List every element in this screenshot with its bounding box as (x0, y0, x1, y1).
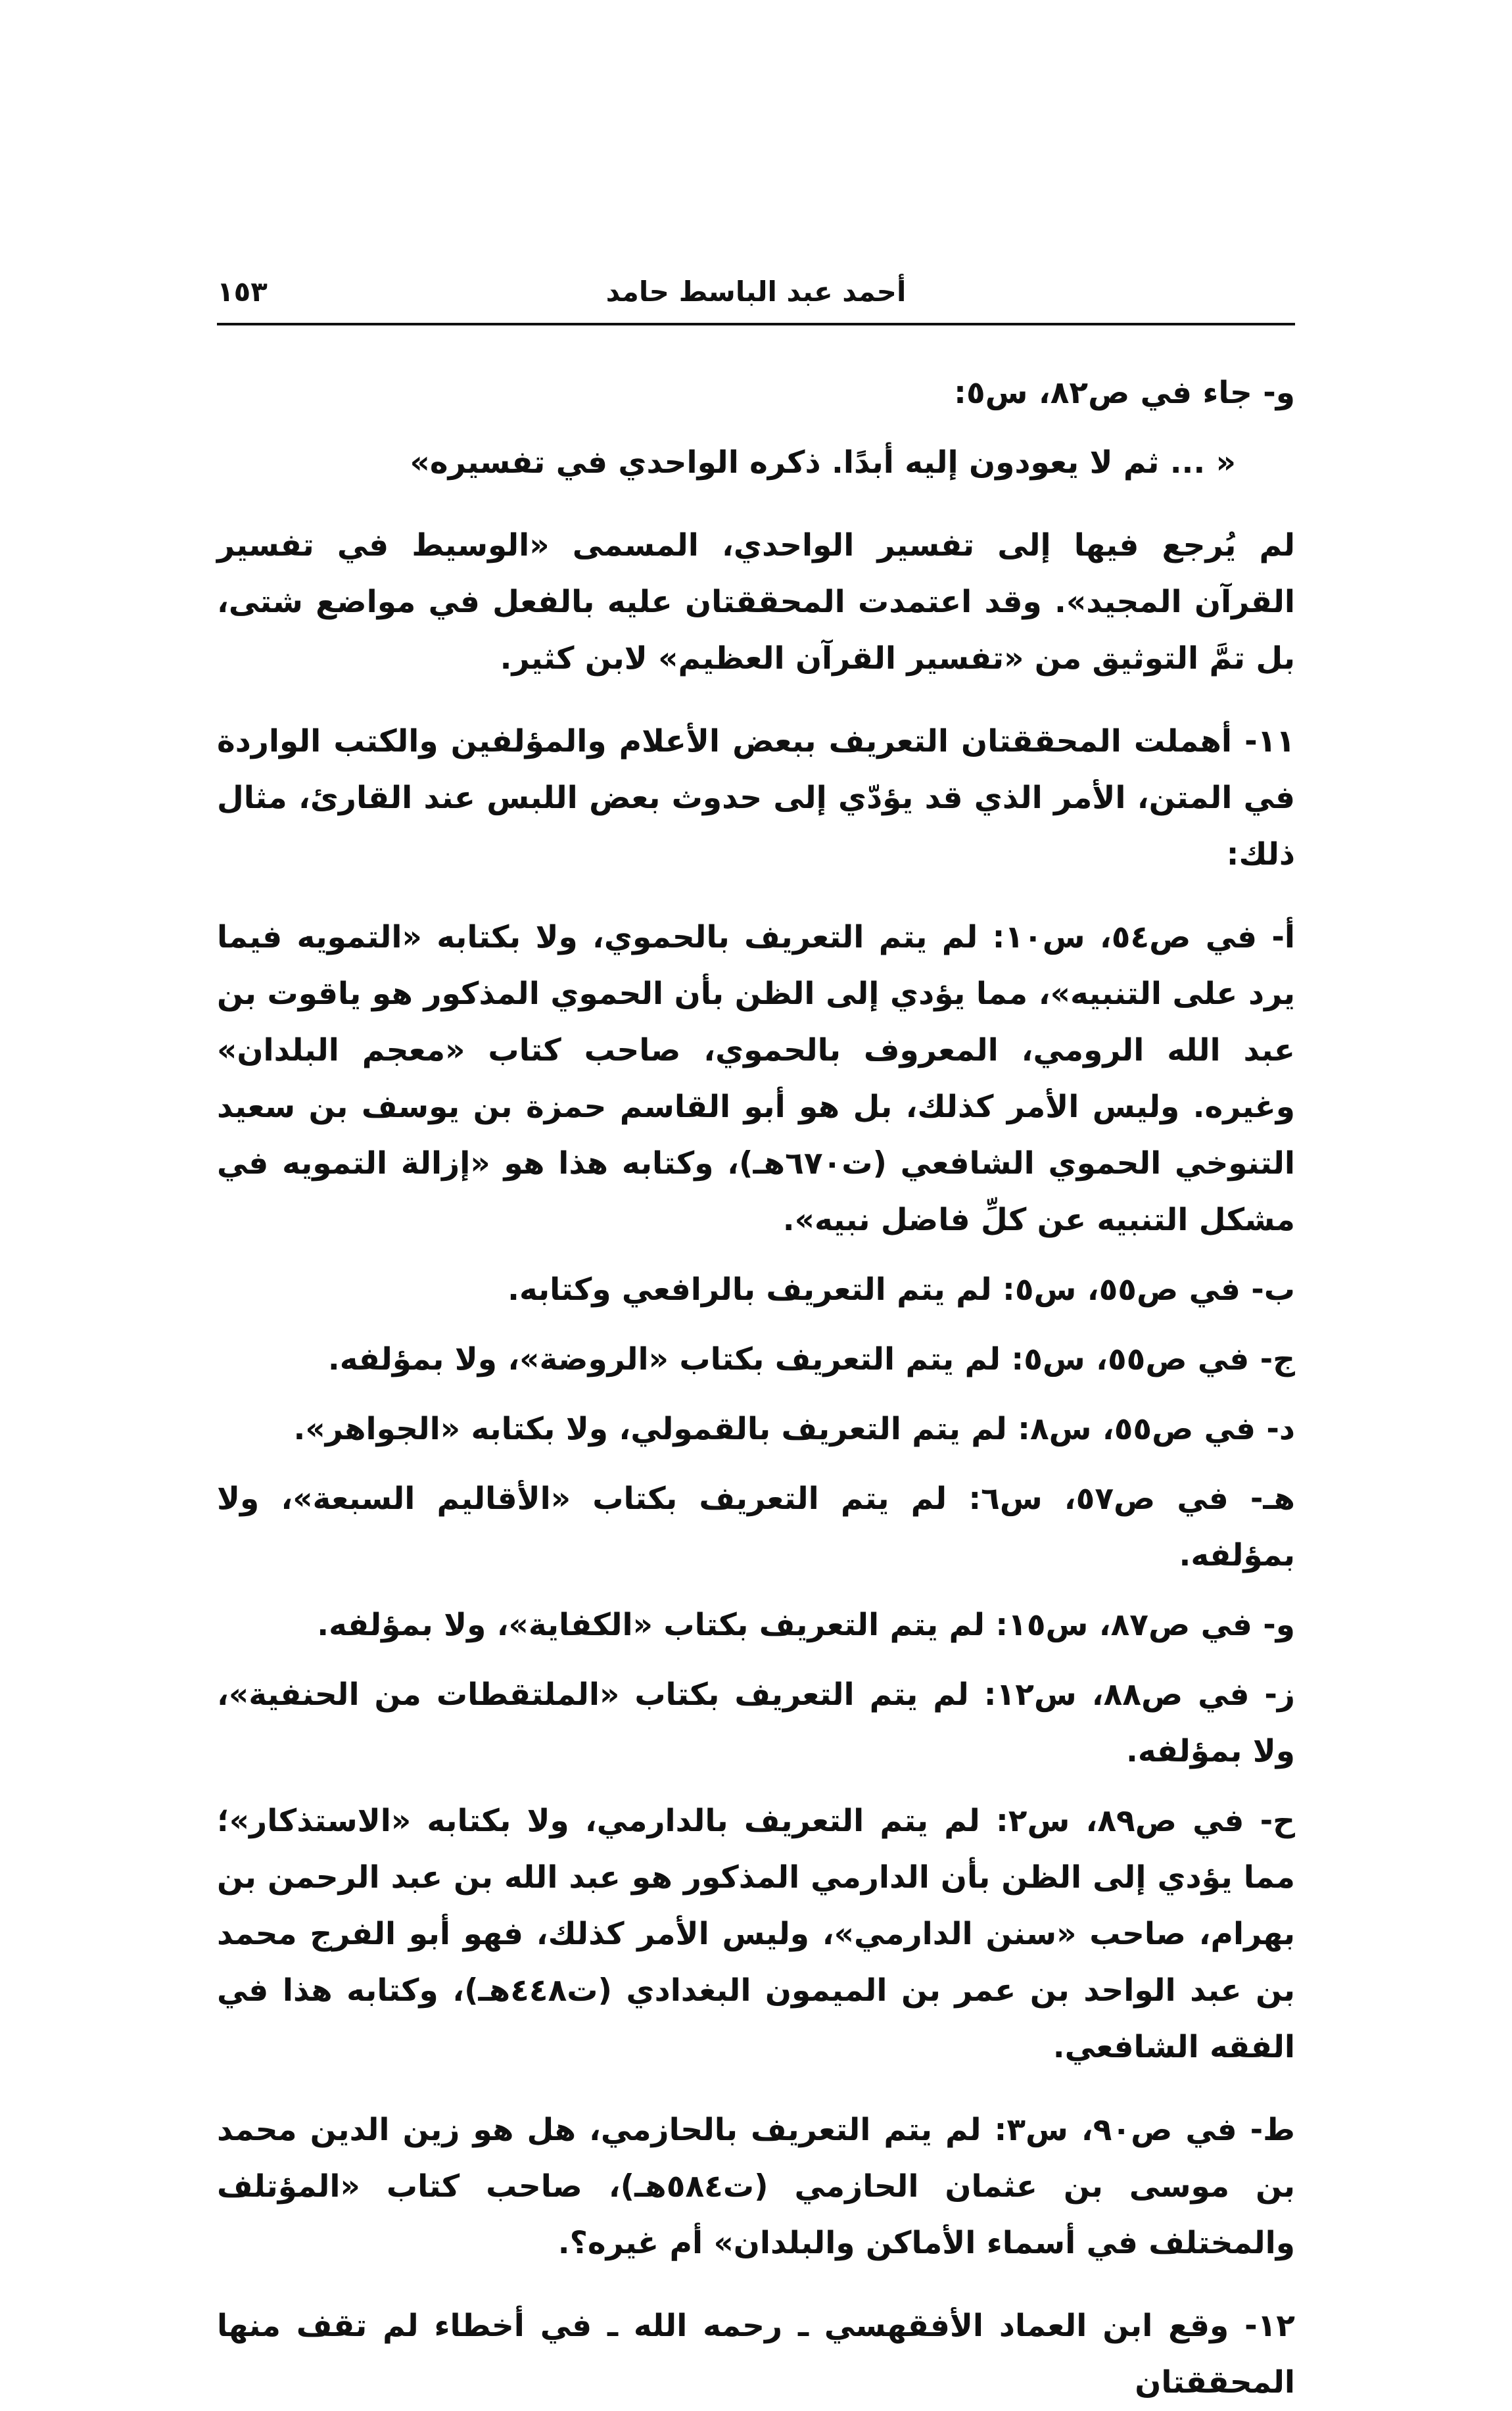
paragraph-item-tta: ط- في ص٩٠، س٣: لم يتم التعريف بالحازمي، هل هو زين الدين محمد بن موسى بن عثمان الحازمي (ت٥٨٤هـ)، صاحب كتاب «المؤتلف والمختلف في أسماء الأماكن والبلدان» أم غيره؟. (217, 2112, 1295, 2261)
page-number: ١٥٣ (217, 275, 268, 308)
paragraph-item-dal: د- في ص٥٥، س٨: لم يتم التعريف بالقمولي، ولا بكتابه «الجواهر». (293, 1411, 1295, 1447)
paragraph-item-zay: ز- في ص٨٨، س١٢: لم يتم التعريف بكتاب «الملتقطات من الحنفية»، ولا بمؤلفه. (217, 1677, 1295, 1769)
paragraph-item-ba: ب- في ص٥٥، س٥: لم يتم التعريف بالرافعي وكتابه. (508, 1272, 1295, 1308)
paragraph-item-ha: هـ- في ص٥٧، س٦: لم يتم التعريف بكتاب «الأقاليم السبعة»، ولا بمؤلفه. (217, 1481, 1296, 1573)
paragraph-item-waw-2: و- في ص٨٧، س١٥: لم يتم التعريف بكتاب «الكفاية»، ولا بمؤلفه. (317, 1607, 1295, 1643)
running-title: أحمد عبد الباسط حامد (605, 275, 907, 308)
page-header (217, 266, 1295, 325)
quoted-text: « ... ثم لا يعودون إليه أبدًا. ذكره الواحدي في تفسيره» (410, 444, 1236, 481)
paragraph-wahidi-note: لم يُرجع فيها إلى تفسير الواحدي، المسمى «الوسيط في تفسير القرآن المجيد». وقد اعتمدت المحققتان عليه بالفعل في مواضع شتى، بل تمَّ التوثيق من «تفسير القرآن العظيم» لابن كثير. (217, 527, 1295, 677)
paragraph-item-hha: ح- في ص٨٩، س٢: لم يتم التعريف بالدارمي، ولا بكتابه «الاستذكار»؛ مما يؤدي إلى الظن بأن الدارمي المذكور هو عبد الله بن عبد الرحمن بن بهرام، صاحب «سنن الدارمي»، وليس الأمر كذلك، فهو أبو الفرج محمد بن عبد الواحد بن عمر بن الميمون البغدادي (ت٤٤٨هـ)، وكتابه هذا في الفقه الشافعي. (217, 1803, 1295, 2065)
paragraph-point-11: ١١- أهملت المحققتان التعريف ببعض الأعلام والمؤلفين والكتب الواردة في المتن، الأمر الذي قد يؤدّي إلى حدوث بعض اللبس عند القارئ، مثال ذلك: (217, 723, 1295, 872)
body-text (217, 365, 1295, 2411)
paragraph-item-jim: ج- في ص٥٥، س٥: لم يتم التعريف بكتاب «الروضة»، ولا بمؤلفه. (327, 1341, 1295, 1377)
paragraph-item-waw: و- جاء في ص٨٢، س٥: (954, 375, 1295, 411)
paragraph-point-12: ١٢- وقع ابن العماد الأفقهسي ـ رحمه الله ـ في أخطاء لم تقف منها المحققتان (217, 2308, 1295, 2400)
paragraph-item-alif: أ- في ص٥٤، س١٠: لم يتم التعريف بالحموي، ولا بكتابه «التمويه فيما يرد على التنبيه»، مما يؤدي إلى الظن بأن الحموي المذكور هو ياقوت بن عبد الله الرومي، المعروف بالحموي، صاحب كتاب «معجم البلدان» وغيره. وليس الأمر كذلك، بل هو أبو القاسم حمزة بن يوسف بن سعيد التنوخي الحموي الشافعي (ت٦٧٠هـ)، وكتابه هذا هو «إزالة التمويه في مشكل التنبيه عن كلِّ فاضل نبيه». (217, 919, 1295, 1238)
